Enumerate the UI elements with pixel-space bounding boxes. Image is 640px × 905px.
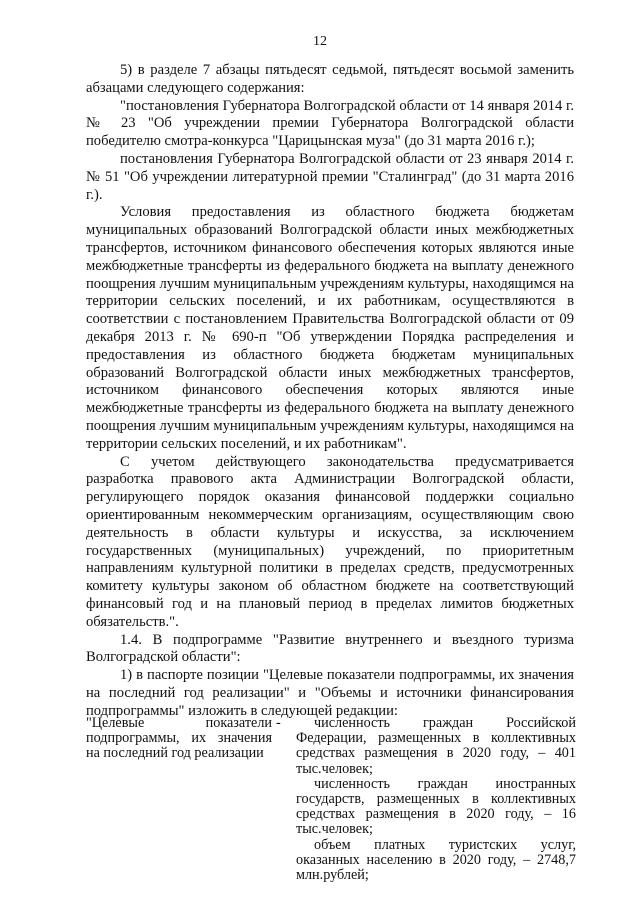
- paragraph-subprogram-1-4: 1.4. В подпрограмме "Развитие внутреннего и въездного туризма Волгоградской области":: [86, 631, 574, 666]
- page-number: 12: [313, 34, 327, 49]
- paragraph-passport-item-1: 1) в паспорте позиции "Целевые показатели подпрограммы, их значения на последний год реализации" и "Объемы и источники финансирования подпрограммы" изложить в следующей редакции:: [86, 667, 574, 719]
- paragraph-item-5: 5) в разделе 7 абзацы пятьдесят седьмой, пятьдесят восьмой заменить абзацами следующего содержания:: [86, 62, 574, 96]
- passport-dash: -: [276, 715, 281, 731]
- paragraph-decree-51: постановления Губернатора Волгоградской области от 23 января 2014 г. № 51 "Об учреждении литературной премии "Сталинград" (до 31 марта 2016 г.).: [86, 150, 574, 203]
- passport-value-foreign-citizens: численность граждан иностранных государств, размещенных в коллективных средствах размещения в 2020 году, – 16 тыс.человек;: [296, 775, 576, 838]
- passport-values: [296, 716, 576, 883]
- paragraph-decree-23: "постановления Губернатора Волгоградской области от 14 января 2014 г. № 23 "Об учреждении премии Губернатора Волгоградской области победителю смотра-конкурса "Царицынская муза" (до 31 марта 2016 г.);: [86, 97, 574, 150]
- paragraph-transfer-conditions: Условия предоставления из областного бюджета бюджетам муниципальных образований Волгоградской области иных межбюджетных трансфертов, источником финансового обеспечения которых являются иные межбюджетные трансферты из федерального бюджета на выплату денежного поощрения лучшим муниципальным учреждениям культуры, находящимся на территории сельских поселений, и их работникам, осуществляются в соответствии с постановлением Правительства Волгоградской области от 09 декабря 2013 г. № 690-п "Об утверждении Порядка распределения и предоставления из областного бюджета бюджетам муниципальных образований Волгоградской области иных межбюджетных трансфертов, источником финансового обеспечения которых являются иные межбюджетные трансферты из федерального бюджета на выплату денежного поощрения лучшим муниципальным учреждениям культуры, находящимся на территории сельских поселений, и их работникам".: [86, 204, 574, 452]
- passport-value-tourist-services: объем платных туристских услуг, оказанных населению в 2020 году, – 2748,7 млн.рублей;: [296, 836, 576, 884]
- document-body: [86, 62, 574, 720]
- passport-label: "Целевые показатели подпрограммы, их значения на последний год реализации: [86, 715, 272, 762]
- paragraph-legislation: С учетом действующего законодательства предусматривается разработка правового акта Администрации Волгоградской области, регулирующего порядок оказания финансовой поддержки социально ориентированным некоммерческим организациям, осуществляющим свою деятельность в области культуры и искусства, за исключением государственных (муниципальных) учреждений, по приоритетным направлениям культурной политики в пределах средств, предусмотренных комитету культуры законом об областном бюджете на соответствующий финансовый год и на плановый период в пределах лимитов бюджетных обязательств.".: [86, 453, 574, 630]
- passport-value-russian-citizens: численность граждан Российской Федерации, размещенных в коллективных средствах размещения в 2020 году, – 401 тыс.человек;: [296, 715, 576, 777]
